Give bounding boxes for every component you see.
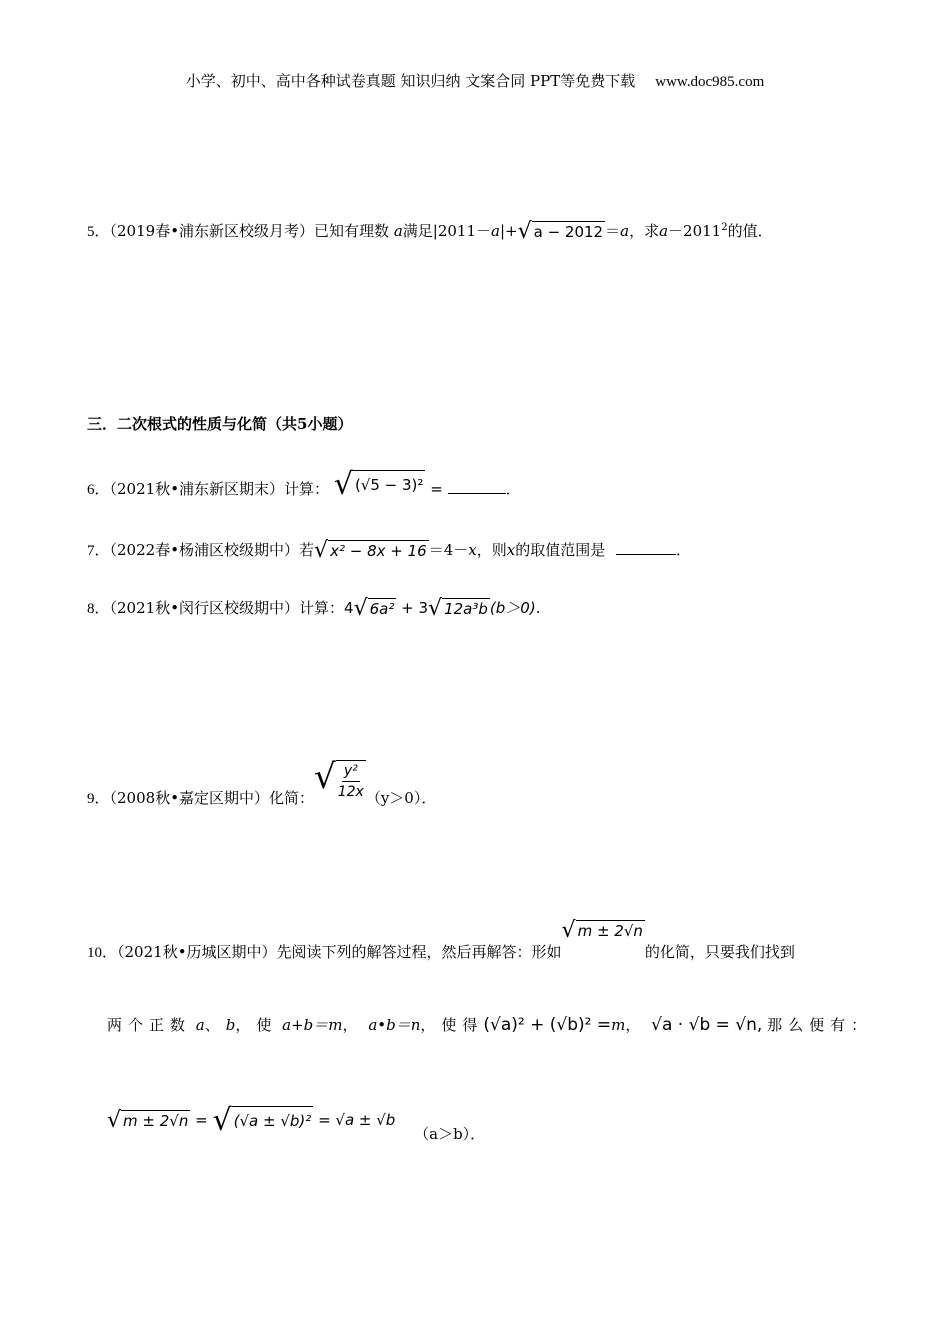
q5-text5: －2011 (668, 222, 722, 240)
question-number: 5． (87, 224, 110, 240)
equals-sign: = (195, 1111, 208, 1129)
sqrt-expression: √ m ± 2√n (107, 1108, 189, 1133)
separator: 、 (204, 1016, 226, 1034)
question-source: （2022春•杨浦区校级期中）若 (109, 541, 315, 559)
numerator: y² (342, 761, 360, 782)
formula-left: m ± 2√n (123, 1112, 189, 1130)
sqrt-expression: √ $\frac{\text{y²}}{12x}$ (314, 757, 364, 800)
q7-text2: ，则 (476, 541, 507, 559)
question-10-formula (107, 1103, 486, 1143)
sqrt-expression: √ 12a³b (428, 596, 488, 621)
formula-condition: （a＞b）． (414, 1125, 486, 1143)
question-source: （2021秋•浦东新区期末）计算： (109, 480, 330, 498)
q10-text1: 的化简，只要我们找到 (644, 943, 795, 961)
question-7 (87, 538, 691, 562)
comma: ， (625, 1016, 647, 1034)
var-a: a (620, 222, 630, 240)
question-number: 10． (87, 945, 118, 961)
question-number: 8． (87, 601, 110, 617)
q8-end: . (535, 599, 541, 617)
var-x: x (468, 541, 477, 559)
question-5 (87, 218, 773, 243)
radicand: a − 2012 (533, 223, 604, 241)
denominator: 12x (337, 784, 364, 800)
coefficient: 4 (344, 599, 354, 617)
equals-sign: = (430, 480, 443, 498)
radicand: (√5 − 3)² (353, 470, 425, 500)
q7-text3: 的取值范围是 (515, 541, 606, 559)
question-source: （2008秋•嘉定区期中）化简： (109, 789, 315, 807)
q7-end: ． (675, 541, 691, 559)
question-8 (87, 598, 540, 620)
question-source: （2021秋•历城区期中）先阅读下列的解答过程，然后再解答：形如 (117, 943, 562, 961)
formula-right: = √a ± √b (318, 1111, 396, 1129)
condition: （y＞0）． (365, 789, 437, 807)
question-source: （2021秋•闵行区校级期中）计算： (109, 599, 345, 617)
expression-product: √a · √b = √n, (651, 1015, 763, 1035)
q5-text1: 满足|2011－ (402, 222, 492, 240)
equation-sum: a+b＝m (282, 1016, 343, 1034)
formula-middle: (√a ± √b)² (232, 1106, 314, 1136)
q5-text2: |+ (499, 222, 518, 240)
answer-blank[interactable] (616, 538, 676, 555)
q10-line2-a: 两个正数 (107, 1016, 192, 1034)
question-6 (87, 467, 521, 502)
var-a: a (659, 222, 669, 240)
section-title: 三．二次根式的性质与化简（共5小题） (87, 415, 353, 433)
sqrt-expression: √ (√5 − 3)² (333, 467, 424, 502)
q5-text6: 的值． (727, 222, 773, 240)
question-source: （2019春•浦东新区校级月考）已知有理数 (109, 222, 390, 240)
var-a: a (393, 222, 403, 240)
question-10-line2 (107, 1015, 872, 1035)
var-m: m (611, 1016, 626, 1034)
var-x: x (506, 541, 516, 559)
plus-term: + 3 (401, 599, 429, 617)
question-9 (87, 757, 437, 809)
sqrt-expression: √ m ± 2√n (561, 918, 643, 943)
q5-text4: ，求 (629, 222, 660, 240)
q5-text3: ＝ (605, 222, 621, 240)
comma: ， (342, 1016, 364, 1034)
fraction (338, 761, 364, 802)
sqrt-expression: √ 6a² (353, 596, 395, 621)
header-text: 小学、初中、高中各种试卷真题 知识归纳 文案合同 PPT等免费下载 (185, 72, 636, 90)
expression-squares: (√a)² + (√b)² = (483, 1015, 612, 1035)
q6-end: ． (505, 480, 521, 498)
radicand: 12a³b (444, 600, 488, 618)
sqrt-expression: √ (√a ± √b)² (212, 1103, 312, 1138)
question-number: 7． (87, 543, 110, 559)
header-site: www.doc985.com (655, 74, 765, 90)
radicand: 6a² (369, 600, 395, 618)
question-10 (87, 920, 795, 963)
radicand: x² − 8x + 16 (330, 542, 427, 560)
answer-blank[interactable] (448, 477, 506, 494)
var-a: a (491, 222, 500, 240)
condition: (b＞0) (489, 599, 536, 617)
q10-line2-c: ，使得 (420, 1016, 484, 1034)
var-b: b (225, 1016, 236, 1034)
sqrt-expression: √ a − 2012 (517, 219, 604, 244)
radicand: m ± 2√n (577, 922, 643, 940)
question-number: 9． (87, 791, 110, 807)
page-header (0, 70, 950, 91)
q10-line2-b: ，使 (235, 1016, 278, 1034)
sqrt-expression: √ x² − 8x + 16 (314, 538, 427, 563)
q10-line2-d: 那么便有： (767, 1016, 873, 1034)
equation-product: a•b＝n (368, 1016, 421, 1034)
q7-text1: ＝4－ (428, 541, 469, 559)
question-number: 6． (87, 482, 110, 498)
exponent: 2 (721, 222, 728, 233)
var-a: a (195, 1016, 205, 1034)
